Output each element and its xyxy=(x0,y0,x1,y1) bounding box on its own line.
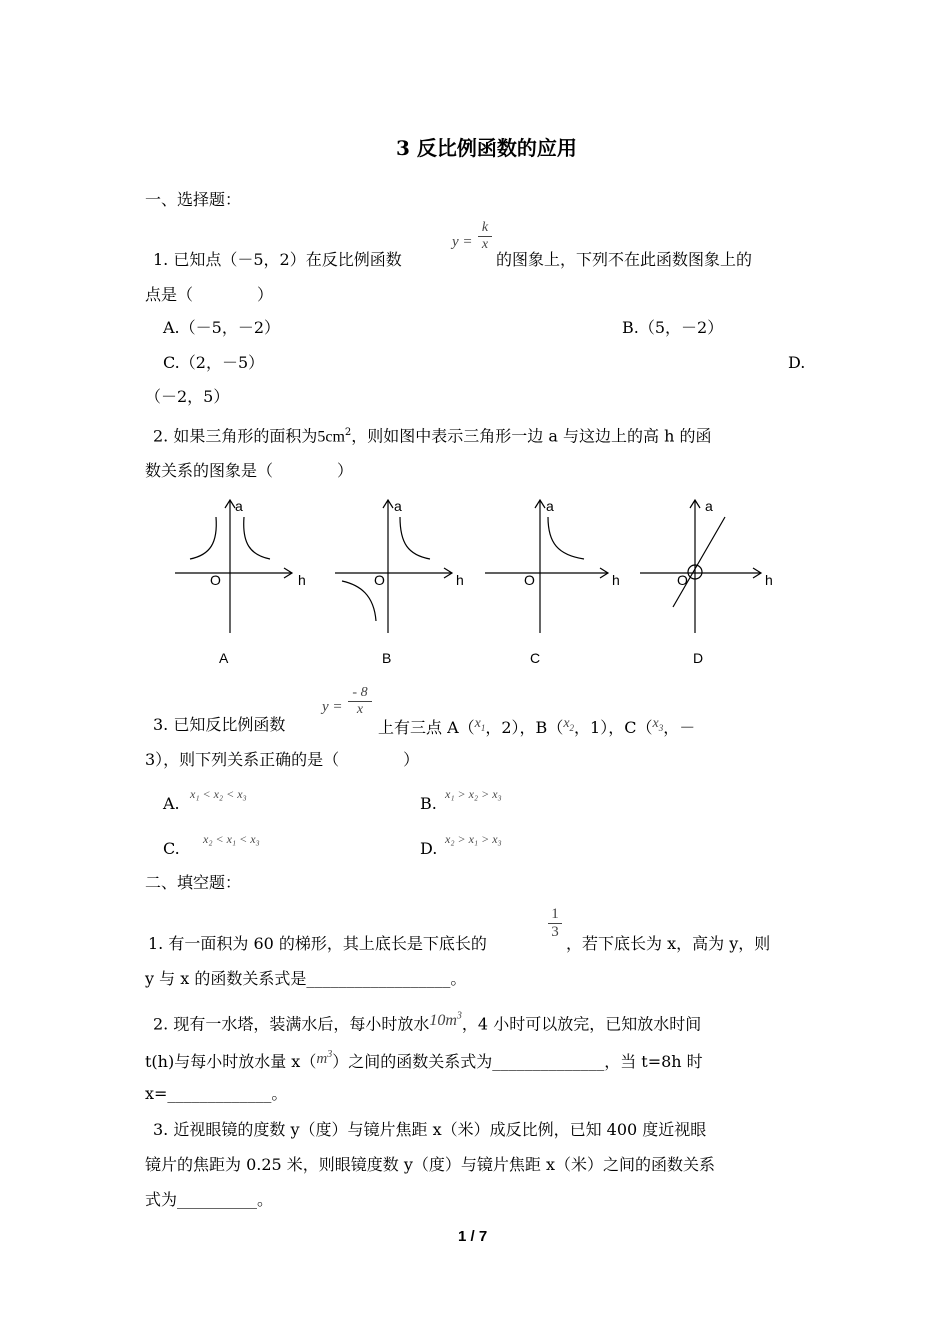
q2-text-line2: 数关系的图象是（ ） xyxy=(145,461,354,480)
q1-text-line2: 点是（ ） xyxy=(145,285,274,304)
q3-option-d: x₂ > x₁ > x₃ xyxy=(445,832,502,846)
graph-a-axis-x-label: h xyxy=(298,572,306,588)
f2-text-line2: t(h)与每小时放水量 $x(m^3)$之间的函数关系式为______________，当 t=8h 时 xyxy=(145,1049,703,1071)
q1-formula-y: y = xyxy=(452,234,473,250)
graph-a-label: A xyxy=(219,650,229,666)
q1-option-d-value: （－2，5） xyxy=(145,387,230,406)
f1-fraction: $\frac{1}{3}$ xyxy=(548,906,562,941)
f1-text-post: ，若下底长为 x，高为 y，则 xyxy=(566,934,771,953)
graph-a-axis-y-label: a xyxy=(235,498,243,514)
graph-c-axis-x-label: h xyxy=(612,572,620,588)
q3-point-c-x: $x_3$ xyxy=(652,716,664,733)
q1-text-pre: 1. 已知点（－5，2）在反比例函数 xyxy=(153,250,402,269)
graph-d-line xyxy=(673,517,725,607)
q3-option-b-label: B. xyxy=(420,794,437,813)
graph-d-label: D xyxy=(693,650,704,666)
section-choice-heading: 一、选择题： xyxy=(145,190,242,209)
q1-option-d-label: D. xyxy=(788,353,806,372)
graph-c-curve xyxy=(548,517,584,559)
q3-option-c: x₂ < x₁ < x₃ xyxy=(203,832,260,846)
f2-unit: $m^3$ xyxy=(316,1049,333,1067)
graph-c-label: C xyxy=(530,650,541,666)
graph-b-axis-y-label: a xyxy=(394,498,402,514)
q3-text-line2: 3），则下列关系正确的是（ ） xyxy=(145,750,420,769)
q1-formula-fraction: $\frac{k}{x}$ xyxy=(478,220,492,253)
graph-a-curve-left xyxy=(190,517,216,559)
graph-a-origin-label: O xyxy=(210,572,221,588)
q3-option-c-label: C. xyxy=(163,839,180,858)
graph-a-curve-right xyxy=(244,517,270,559)
q1-option-c: C.（2，－5） xyxy=(163,353,265,372)
f2-text-pre: 2. 现有一水塔，装满水后，每小时放水$10m^3$，4 小时可以放完，已知放水时间 xyxy=(153,1011,702,1034)
graph-c-axis-y-label: a xyxy=(546,498,554,514)
q2-area-exp: 2 xyxy=(344,427,352,438)
page-number: 1 / 7 xyxy=(458,1228,488,1245)
graph-a xyxy=(170,495,320,675)
f3-text-line3: 式为__________。 xyxy=(145,1190,274,1209)
q1-text-post: 的图象上，下列不在此函数图象上的 xyxy=(496,250,753,269)
graph-b-origin-label: O xyxy=(374,572,385,588)
graph-b-label: B xyxy=(382,650,392,666)
graph-d-axis-y-label: a xyxy=(705,498,713,514)
f1-text-line2: y 与 x 的函数关系式是__________________。 xyxy=(145,969,467,988)
q3-formula-y: y = xyxy=(322,699,343,715)
graph-b-axis-x-label: h xyxy=(456,572,464,588)
q3-option-a: x₁ < x₂ < x₃ xyxy=(190,787,247,801)
q3-option-b: x₁ > x₂ > x₃ xyxy=(445,787,502,801)
page-title: 3 反比例函数的应用 xyxy=(396,136,577,160)
f3-text-line1: 3. 近视眼镜的度数 y（度）与镜片焦距 x（米）成反比例，已知 400 度近视眼 xyxy=(153,1120,707,1139)
graph-b xyxy=(330,495,480,675)
graph-b-curve-lower xyxy=(342,581,376,621)
f3-text-line2: 镜片的焦距为 0.25 米，则眼镜度数 y（度）与镜片焦距 x（米）之间的函数关系 xyxy=(145,1155,716,1174)
q1-option-b: B.（5，－2） xyxy=(622,318,724,337)
graph-d-axis-x-label: h xyxy=(765,572,773,588)
graph-c xyxy=(480,495,630,675)
f2-text-line3: x=_____________。 xyxy=(145,1084,288,1103)
graph-b-curve-upper xyxy=(400,517,430,559)
section-fill-heading: 二、填空题： xyxy=(145,873,242,892)
q3-point-b-x: $x_2$ xyxy=(563,716,575,733)
f2-volume: $10m^3$ xyxy=(429,1011,462,1030)
q3-text-mid: 上有三点 $A(x_1$，2），$B(x_2$，1），$C(x_3$，－ xyxy=(378,716,696,737)
q3-formula-fraction: $\frac{- 8}{x}$ xyxy=(348,685,372,718)
q2-text-pre: 2. 如果三角形的面积为$5cm^2$，则如图中表示三角形一边 a 与这边上的高 h 的函 xyxy=(153,426,712,446)
f1-text-pre: 1. 有一面积为 60 的梯形，其上底长是下底长的 xyxy=(148,934,487,953)
graph-d xyxy=(635,495,785,675)
q3-option-a-label: A. xyxy=(163,794,180,813)
q3-text-pre: 3. 已知反比例函数 xyxy=(153,715,286,734)
q3-point-a-x: $x_1$ xyxy=(474,716,486,733)
graph-d-origin-label: O xyxy=(677,572,688,588)
q1-option-a: A.（－5，－2） xyxy=(163,318,281,337)
q2-area: 5cm xyxy=(317,428,345,446)
graph-c-origin-label: O xyxy=(524,572,535,588)
q3-option-d-label: D. xyxy=(420,839,438,858)
